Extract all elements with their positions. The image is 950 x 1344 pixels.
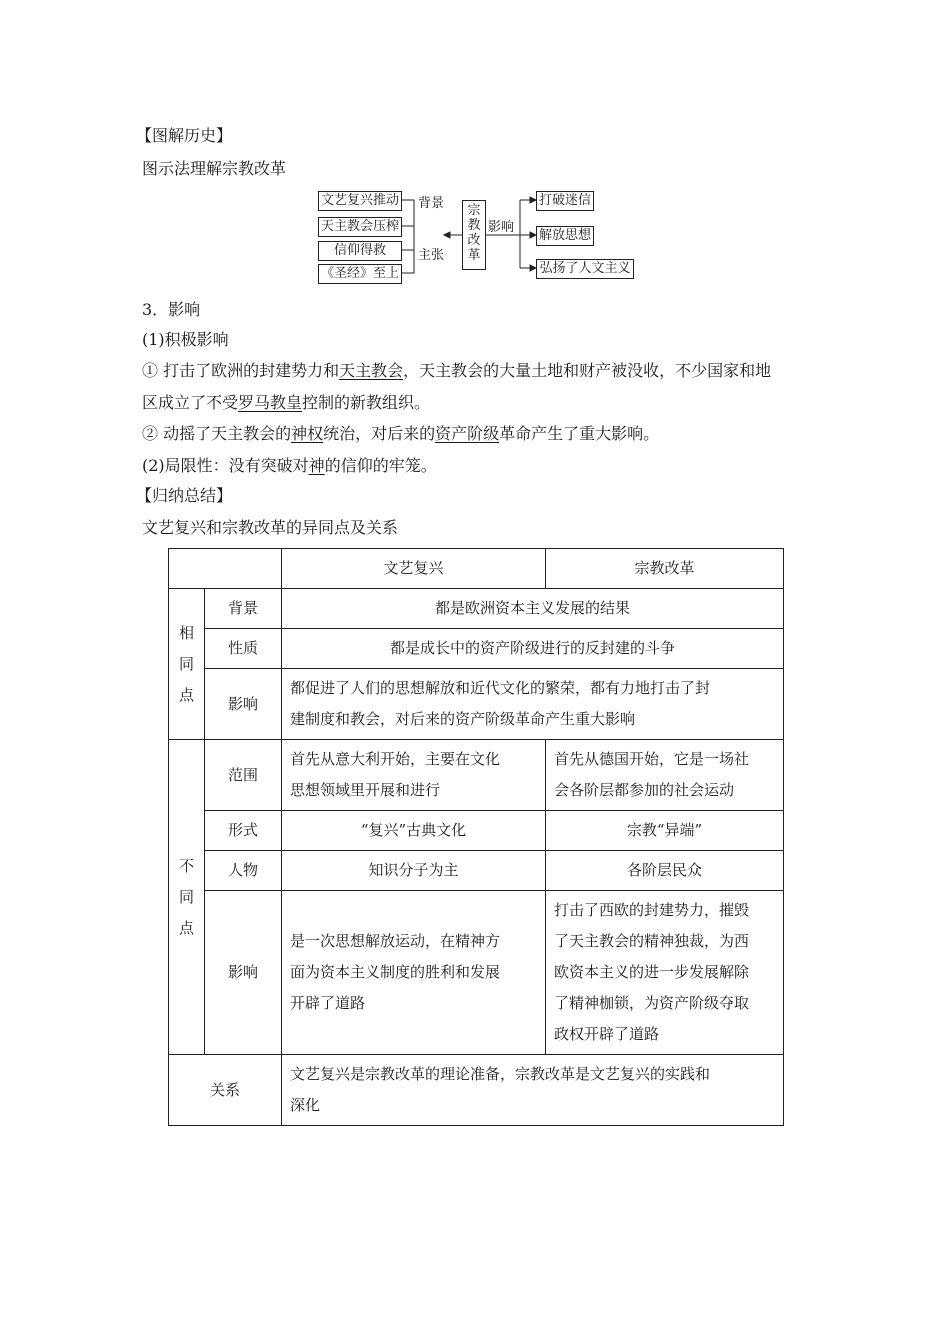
diagram-box-break-superstition: 打破迷信 [536, 191, 594, 211]
diagram-box-humanism: 弘扬了人文主义 [536, 259, 634, 279]
scope-reformation: 首先从德国开始，它是一场社 会各阶层都参加的社会运动 [546, 740, 784, 811]
diagram-label-influence: 影响 [488, 220, 515, 235]
people-reformation: 各阶层民众 [546, 851, 784, 891]
diagram-box-faith-salvation: 信仰得救 [318, 241, 402, 261]
row-label-influence-same: 影响 [205, 669, 282, 740]
table-row [169, 629, 784, 669]
header-empty-cell [169, 549, 282, 589]
blank-god: 神 [308, 456, 325, 475]
positive-influence-title: (1)积极影响 [142, 330, 229, 349]
row-label-nature: 性质 [205, 629, 282, 669]
table-row [169, 669, 784, 740]
form-renaissance: “复兴”古典文化 [282, 811, 546, 851]
diagram-center-reformation: 宗 教 改 革 [462, 200, 486, 270]
section3-title: 3．影响 [142, 300, 201, 319]
same-influence-text: 都促进了人们的思想解放和近代文化的繁荣，都有力地打击了封 建制度和教会，对后来的资产阶级革命产生重大影响 [282, 669, 784, 740]
blank-pope: 罗马教皇 [238, 393, 303, 412]
paragraph-1-line-1: ① 打击了欧洲的封建势力和天主教会，天主教会的大量土地和财产被没收，不少国家和地 [142, 361, 772, 380]
blank-bourgeoisie: 资产阶级 [435, 424, 500, 443]
same-background-text: 都是欧洲资本主义发展的结果 [282, 589, 784, 629]
diagram-label-claim: 主张 [418, 248, 445, 263]
row-label-scope: 范围 [205, 740, 282, 811]
row-label-people: 人物 [205, 851, 282, 891]
table-row [169, 851, 784, 891]
scope-renaissance: 首先从意大利开始，主要在文化 思想领域里开展和进行 [282, 740, 546, 811]
heading-tujie: 【图解历史】 [136, 126, 233, 145]
paragraph-limitation: (2)局限性：没有突破对神的信仰的牢笼。 [142, 456, 437, 475]
table-row [169, 589, 784, 629]
paragraph-2: ② 动摇了天主教会的神权统治，对后来的资产阶级革命产生了重大影响。 [142, 424, 660, 443]
diff-points-label: 不 同 点 [169, 740, 205, 1055]
blank-catholic-church: 天主教会 [339, 361, 404, 380]
table-row [169, 811, 784, 851]
diagram-box-bible-supreme: 《圣经》至上 [318, 264, 402, 284]
table-row [169, 740, 784, 811]
impact-renaissance: 是一次思想解放运动，在精神方 面为资本主义制度的胜利和发展 开辟了道路 [282, 891, 546, 1055]
header-reformation: 宗教改革 [546, 549, 784, 589]
heading-guina: 【归纳总结】 [136, 486, 233, 505]
relation-text: 文艺复兴是宗教改革的理论准备，宗教改革是文艺复兴的实践和 深化 [282, 1055, 784, 1126]
row-label-relation: 关系 [169, 1055, 282, 1126]
header-renaissance: 文艺复兴 [282, 549, 546, 589]
diagram-intro: 图示法理解宗教改革 [142, 159, 287, 178]
comparison-table [168, 548, 784, 1126]
row-label-influence-diff: 影响 [205, 891, 282, 1055]
table-row [169, 1055, 784, 1126]
row-label-background: 背景 [205, 589, 282, 629]
blank-theocracy: 神权 [291, 424, 324, 443]
table-intro: 文艺复兴和宗教改革的异同点及关系 [142, 518, 399, 537]
impact-reformation: 打击了西欧的封建势力，摧毁 了天主教会的精神独裁，为西 欧资本主义的进一步发展解除 了精神枷锁，为资产阶级夺取 政权开辟了道路 [546, 891, 784, 1055]
diagram-box-church-oppression: 天主教会压榨 [318, 217, 402, 237]
same-points-label: 相 同 点 [169, 589, 205, 740]
table-row [169, 891, 784, 1055]
same-nature-text: 都是成长中的资产阶级进行的反封建的斗争 [282, 629, 784, 669]
paragraph-1-line-2: 区成立了不受罗马教皇控制的新教组织。 [142, 393, 431, 412]
diagram-box-liberate-thought: 解放思想 [536, 226, 594, 246]
form-reformation: 宗教“异端” [546, 811, 784, 851]
people-renaissance: 知识分子为主 [282, 851, 546, 891]
table-header-row [169, 549, 784, 589]
row-label-form: 形式 [205, 811, 282, 851]
diagram-box-renaissance-push: 文艺复兴推动 [318, 191, 402, 211]
diagram-label-background: 背景 [418, 196, 445, 211]
